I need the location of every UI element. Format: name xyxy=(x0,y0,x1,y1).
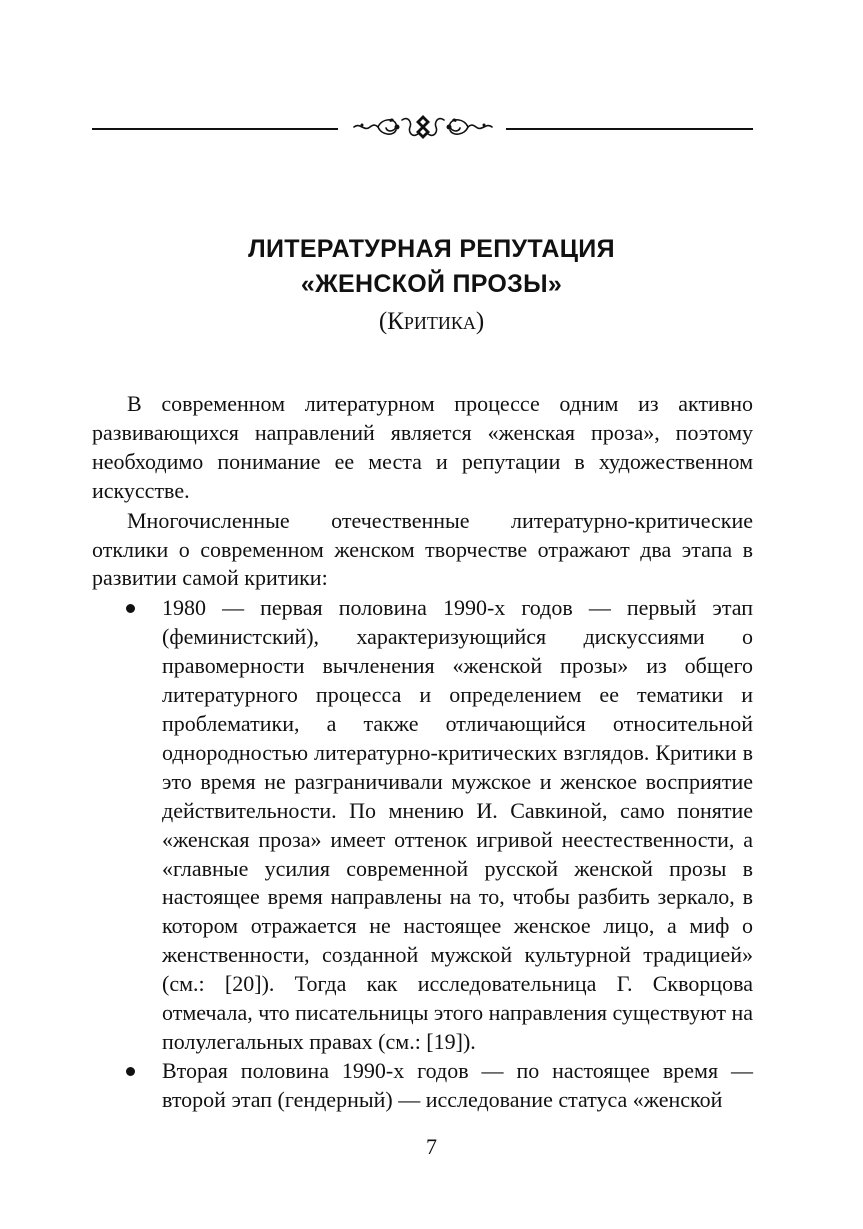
bullet-text-1: 1980 — первая половина 1990-х годов — первый этап (феминистский), характеризующийся дискуссиями о правомерности вычленения «женской прозы» из общего литературного процесса и определением ее тематики и проблематики, а также отличающийся относительной однородностью литературно-критических взглядов. Критики в это время не разграничивали мужское и женское восприятие действительности. По мнению И. Савкиной, само понятие «женская проза» имеет оттенок игривой неестественности, а «главные усилия современной русской женской прозы в настоящее время направлены на то, чтобы разбить зеркало, в котором отражается не настоящее женское лицо, а миф о женственности, созданной мужской культурной традицией» (см.: [20]). Тогда как исследовательница Г. Скворцова отмечала, что писательницы этого направления существуют на полулегальных правах (см.: [19]). xyxy=(162,595,753,1054)
subtitle: (Критика) xyxy=(378,308,485,335)
title-line-2: «ЖЕНСКОЙ ПРОЗЫ» xyxy=(300,270,563,298)
title-line-1: ЛИТЕРАТУРНАЯ РЕПУТАЦИЯ xyxy=(248,235,615,263)
paragraph-1: В современном литературном процессе одним из активно развивающихся направлений является «женская проза», поэтому необходимо понимание ее места и репутации в художественном искусстве. xyxy=(92,391,753,503)
right-rule xyxy=(506,128,753,130)
title-block xyxy=(0,232,863,340)
left-rule xyxy=(92,128,338,130)
body-text xyxy=(92,390,753,1115)
header-ornament xyxy=(92,112,753,142)
bullet-list xyxy=(92,594,753,1114)
bullet-text-2: Вторая половина 1990-х годов — по настоящее время — второй этап (гендерный) — исследование статуса «женской xyxy=(162,1057,753,1112)
bullet-dot-icon xyxy=(126,604,135,613)
page-number: 7 xyxy=(426,1134,437,1159)
list-item xyxy=(92,1057,753,1115)
paragraph-2: Многочисленные отечественные литературно-критические отклики о современном женском творчестве отражают два этапа в развитии самой критики: xyxy=(92,507,753,591)
list-item xyxy=(92,594,753,1057)
bullet-dot-icon xyxy=(126,1067,135,1076)
floral-ornament-icon xyxy=(350,112,496,142)
